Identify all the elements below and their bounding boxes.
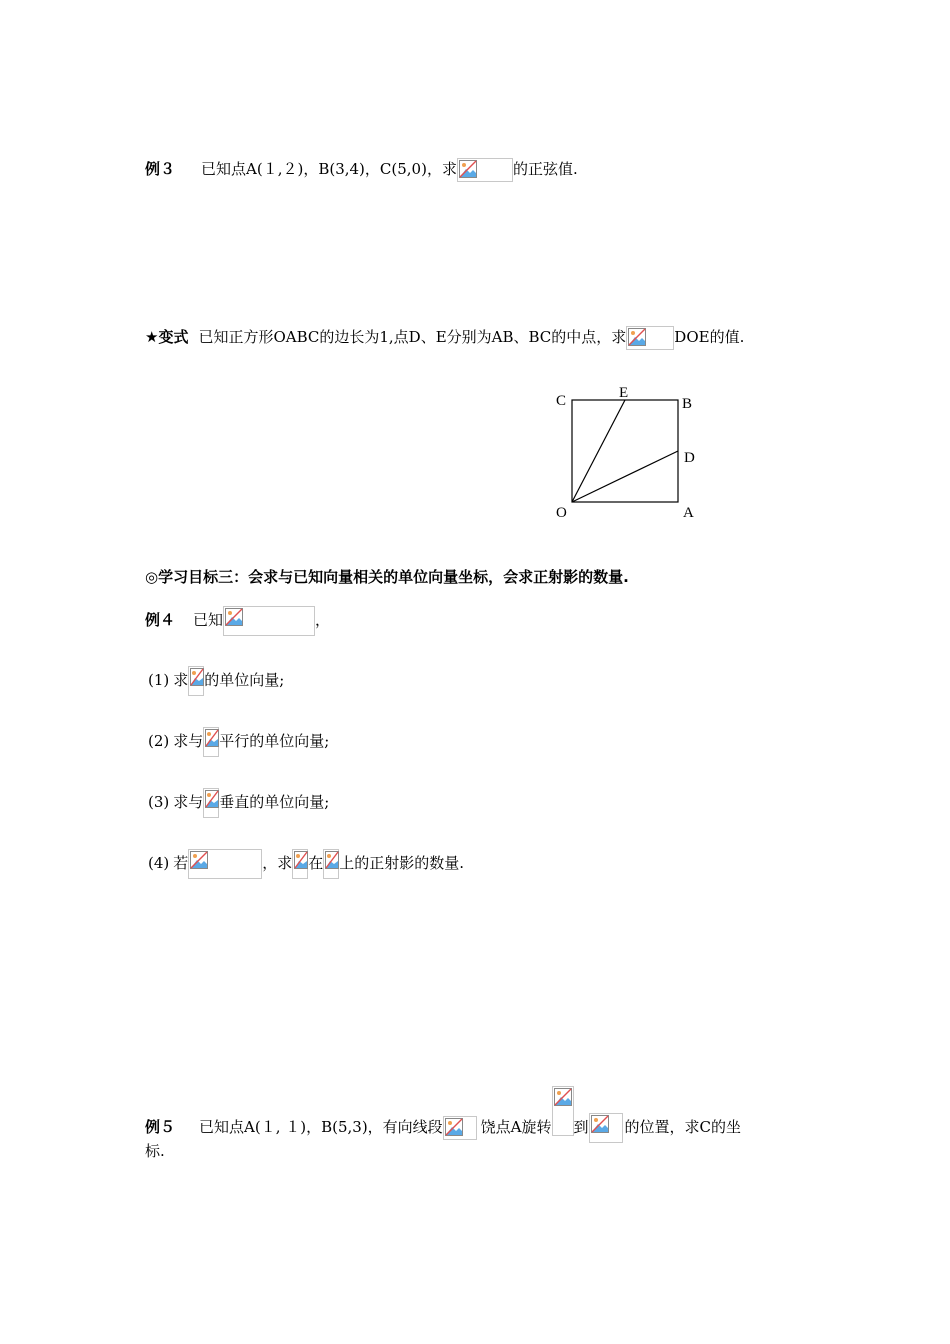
broken-image-icon: [552, 1086, 574, 1136]
label-o: O: [556, 505, 567, 521]
question-1-text: 求: [173, 671, 189, 689]
broken-image-icon: [223, 606, 315, 636]
variant-label: ★变式: [145, 328, 189, 346]
question-4-text-end: 上的正射影的数量.: [339, 854, 465, 872]
question-3: [148, 788, 329, 818]
broken-image-icon: [589, 1113, 623, 1143]
broken-image-icon: [323, 849, 339, 879]
variant: [145, 326, 744, 350]
example-4-text-end: ，: [315, 611, 331, 629]
square-outline: [572, 400, 678, 502]
question-3-text-end: 垂直的单位向量;: [219, 793, 330, 811]
learning-goal-3: ◎学习目标三：会求与已知向量相关的单位向量坐标，会求正射影的数量.: [145, 568, 629, 586]
example-5-text: 已知点A(１, １)，B(5,3)，有向线段: [199, 1118, 443, 1136]
example-5-text-mid1: 饶点A旋转: [480, 1118, 552, 1136]
example-5: [145, 1086, 741, 1143]
question-2-text-end: 平行的单位向量;: [219, 732, 330, 750]
question-4-text-mid2: 在: [308, 854, 324, 872]
question-2-text: 求与: [173, 732, 204, 750]
example-4: [145, 606, 330, 636]
example-3-text: 已知点A(１,２)，B(3,4)，C(5,0)，求: [201, 160, 457, 178]
square-figure: [540, 382, 710, 522]
question-1: [148, 666, 284, 696]
example-3-text-end: 的正弦值.: [512, 160, 578, 178]
label-b: B: [682, 396, 693, 412]
segment-od: [572, 451, 678, 502]
label-d: D: [684, 450, 695, 466]
broken-image-icon: [203, 727, 219, 757]
example-3-label: 例３: [145, 160, 176, 178]
example-5-label: 例５: [145, 1118, 176, 1136]
question-2: [148, 727, 329, 757]
example-5-text-end: 的位置，求C的坐: [624, 1118, 742, 1136]
example-4-text: 已知: [193, 611, 224, 629]
variant-text-mid: DOE: [674, 328, 710, 346]
broken-image-icon: [188, 666, 204, 696]
label-c: C: [556, 393, 567, 409]
variant-text: 已知正方形OABC的边长为1,点D、E分别为AB、BC的中点，求: [198, 328, 627, 346]
example-4-label: 例４: [145, 611, 176, 629]
question-3-number: (3): [148, 793, 170, 811]
question-4-number: (4): [148, 854, 170, 872]
question-4-text: 若: [173, 854, 189, 872]
example-3: [145, 158, 578, 182]
broken-image-icon: [188, 849, 262, 879]
question-2-number: (2): [148, 732, 170, 750]
broken-image-icon: [292, 849, 308, 879]
label-a: A: [683, 505, 694, 521]
broken-image-icon: [626, 326, 674, 350]
question-1-text-end: 的单位向量;: [204, 671, 285, 689]
example-5-text-mid2: 到: [573, 1118, 589, 1136]
question-3-text: 求与: [173, 793, 204, 811]
question-4: [148, 849, 464, 879]
broken-image-icon: [457, 158, 513, 182]
example-5-line-2: 标.: [145, 1142, 165, 1160]
question-1-number: (1): [148, 671, 170, 689]
question-4-text-mid1: ，求: [262, 854, 293, 872]
broken-image-icon: [443, 1116, 477, 1140]
label-e: E: [619, 385, 629, 401]
variant-text-end: 的值.: [709, 328, 745, 346]
segment-oe: [572, 400, 625, 502]
broken-image-icon: [203, 788, 219, 818]
